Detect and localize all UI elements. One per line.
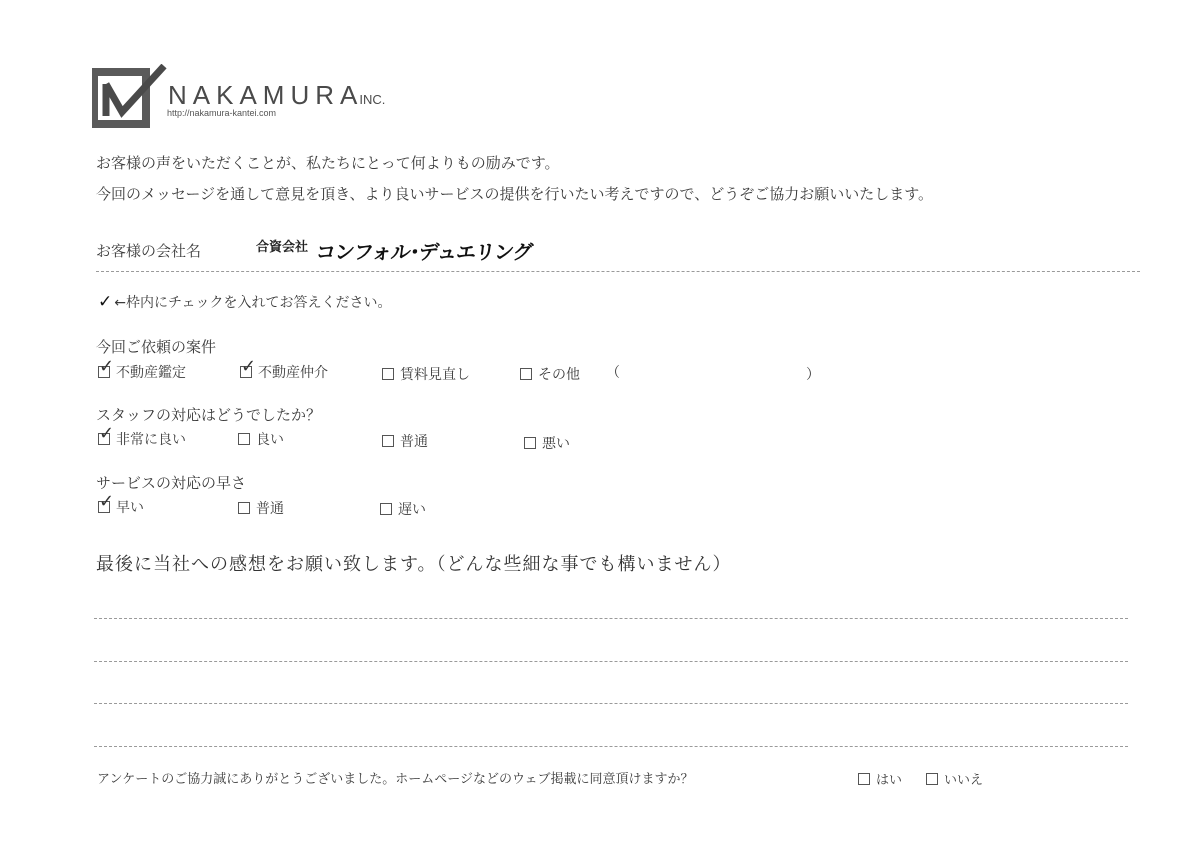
checkbox[interactable] — [858, 773, 870, 785]
instruction-check-icon: ✓ — [98, 292, 113, 312]
other-paren-open: （ — [606, 365, 620, 381]
option-bad[interactable] — [524, 433, 570, 453]
option-slow[interactable] — [380, 499, 426, 519]
comments-prompt: 最後に当社への感想をお願い致します。（どんな些細な事でも構いません） — [96, 554, 732, 575]
option-fast[interactable] — [98, 491, 144, 517]
check-mark-icon: ✓ — [99, 423, 115, 444]
intro-line-1: お客様の声をいただくことが、私たちにとって何よりもの励みです。 — [96, 154, 560, 172]
consent-no-option[interactable] — [926, 769, 983, 788]
comment-line[interactable] — [94, 618, 1128, 619]
option-label: 非常に良い — [116, 432, 186, 448]
option-normal[interactable] — [382, 431, 428, 451]
option-very-good[interactable] — [98, 423, 186, 449]
checkbox[interactable] — [520, 368, 532, 380]
option-other[interactable] — [520, 364, 580, 384]
question-title-staff: スタッフの対応はどうでしたか？ — [96, 406, 322, 424]
checkbox[interactable] — [98, 423, 115, 445]
comment-line[interactable] — [94, 703, 1128, 704]
consent-question: アンケートのご協力誠にありがとうございました。ホームページなどのウェブ掲載に同意頂けますか？ — [97, 772, 694, 787]
company-name-value[interactable]: コンフォル･デュエリング — [314, 240, 534, 264]
instruction — [98, 292, 392, 312]
option-label: 不動産鑑定 — [116, 365, 186, 381]
checkbox[interactable] — [382, 368, 394, 380]
company-name-label: お客様の会社名 — [96, 242, 202, 260]
option-label: 良い — [256, 432, 284, 448]
question-title-speed: サービスの対応の早さ — [96, 474, 247, 492]
company-type: 合資会社 — [256, 240, 309, 255]
checkbox[interactable] — [98, 491, 115, 513]
check-mark-icon: ✓ — [99, 356, 115, 377]
checkbox[interactable] — [382, 435, 394, 447]
brand-suffix: INC. — [359, 92, 386, 107]
option-real-estate-appraisal[interactable] — [98, 356, 186, 382]
company-underline — [96, 271, 1140, 272]
nakamura-logo-icon — [92, 64, 174, 130]
option-label: 賃料見直し — [400, 367, 470, 383]
checkbox[interactable] — [238, 502, 250, 514]
option-label: 早い — [116, 500, 144, 516]
comment-line[interactable] — [94, 661, 1128, 662]
option-real-estate-brokerage[interactable] — [240, 356, 328, 382]
comment-line[interactable] — [94, 746, 1128, 747]
option-label: いいえ — [944, 773, 984, 788]
other-paren-close: ） — [806, 367, 820, 383]
instruction-text: ←枠内にチェックを入れてお答えください。 — [114, 295, 392, 311]
checkbox[interactable] — [524, 437, 536, 449]
checkbox[interactable] — [926, 773, 938, 785]
option-label: その他 — [538, 367, 580, 383]
option-normal-speed[interactable] — [238, 498, 284, 518]
checkbox[interactable] — [238, 433, 250, 445]
consent-yes-option[interactable] — [858, 769, 902, 788]
option-label: 悪い — [542, 436, 570, 452]
check-mark-icon: ✓ — [241, 356, 257, 377]
check-mark-icon: ✓ — [99, 491, 115, 512]
checkbox[interactable] — [380, 503, 392, 515]
option-good[interactable] — [238, 429, 284, 449]
option-label: 不動産仲介 — [258, 365, 328, 381]
option-rent-review[interactable] — [382, 364, 470, 384]
intro-line-2: 今回のメッセージを通して意見を頂き、より良いサービスの提供を行いたい考えですので、どうぞご協力お願いいたします。 — [96, 185, 934, 203]
option-label: はい — [876, 773, 903, 788]
question-title-case-type: 今回ご依頼の案件 — [96, 338, 217, 356]
checkbox[interactable] — [98, 356, 115, 378]
option-label: 普通 — [400, 434, 428, 450]
option-label: 普通 — [256, 501, 284, 517]
brand-url: http://nakamura-kantei.com — [167, 108, 277, 118]
brand-name: NAKAMURAINC. — [168, 80, 386, 110]
option-label: 遅い — [398, 502, 426, 518]
checkbox[interactable] — [240, 356, 257, 378]
